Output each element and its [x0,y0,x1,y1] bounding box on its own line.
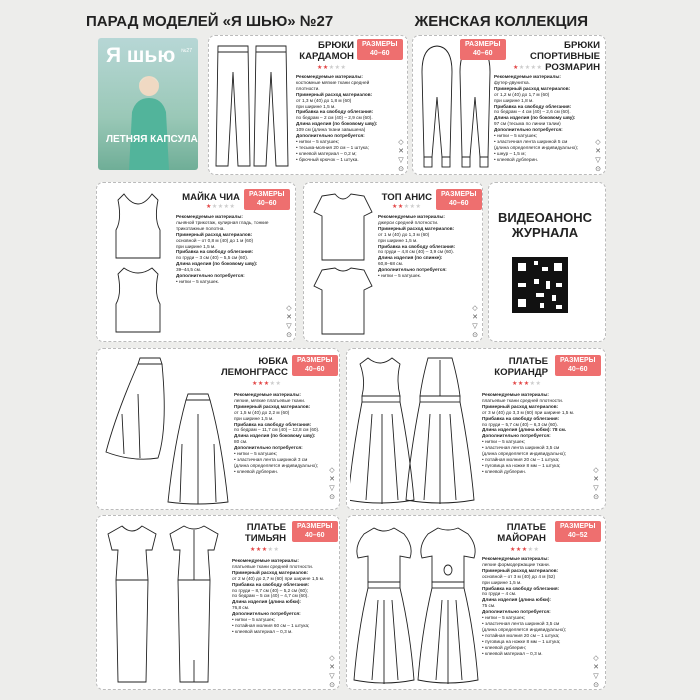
info-line: при ширине 1,8 м. [494,97,534,103]
cover-caption: ЛЕТНЯЯ КАПСУЛА [106,134,198,145]
info-line: • эластичная лента шириной 3,5 см [482,620,560,626]
info-line: Рекомендуемые материалы: [296,74,363,79]
info-line: • клеевой дублерин. [234,468,279,474]
mayoran-sketch [352,520,480,686]
kardamon-size-badge: РАЗМЕРЫ 40–60 [357,39,403,60]
info-line: Рекомендуемые материалы: [494,74,561,79]
kardamon-title: БРЮКИ КАРДАМОН [299,40,354,63]
info-line: Дополнительно потребуется: [482,433,551,439]
info-line: легкие, мягкие платьевые ткани. [234,397,306,403]
info-line: костюмные мягкие ткани средней [296,79,370,85]
qr-code[interactable] [512,257,568,313]
info-line: Дополнительно потребуется: [176,273,245,279]
info-line: джерси средней плотности. [378,219,439,225]
info-line: • потайная молния 20 см – 1 штука; [482,456,560,462]
kardamon-info [296,74,404,163]
info-line: 60,8–68 см. [378,261,404,267]
info-line: плотности. [296,85,320,91]
info-line: Дополнительно потребуется: [494,127,563,133]
info-line: при ширине 1,5 м. [378,237,418,243]
mayoran-size-badge: РАЗМЕРЫ 40–52 [555,521,601,542]
koriandr-title: ПЛАТЬЕ КОРИАНДР [494,356,548,379]
cover-logo: Я шью [106,44,176,67]
info-line: Примерный расход материалов: [482,567,559,573]
info-line: от 3 м (40) до 3,3 м (60) при ширине 1,5 м. [482,409,575,415]
info-line: Длина изделия (по боковому шву): [296,121,378,127]
collection-title: ЖЕНСКАЯ КОЛЛЕКЦИЯ [414,12,588,30]
rozmarin-title: БРЮКИ СПОРТИВНЫЕ РОЗМАРИН [530,40,600,74]
info-line: Прибавка на свободу облегания: [232,581,310,587]
info-line: • потайная молния 20 см – 1 штука; [482,632,560,638]
info-line: платьевые ткани средней плотности. [232,563,314,569]
timyan-care-symbols: ◇ ✕ ▽ ⊙ [329,655,335,689]
lemongrass-title: ЮБКА ЛЕМОНГРАСС [220,356,288,379]
info-line: Дополнительно потребуется: [482,609,551,615]
info-line: 97 см (тесьма по линии талии) [494,121,561,127]
info-line: от 1,2 м (40) до 1,7 м (60) [494,91,550,97]
anis-size-badge: РАЗМЕРЫ 40–60 [436,189,482,210]
cover-issue: №27 [181,48,192,54]
info-line: при ширине 1,5 м. [296,103,336,109]
info-line: Длина изделия (по спинке): [378,255,443,261]
info-line: • нитки – 5 катушек; [494,133,538,139]
info-line: по груди – 3 см (40) – 5,5 см (60). [176,255,249,261]
info-line: футер-двунитка. [494,79,530,85]
rozmarin-difficulty: ★★★★★ [513,65,543,71]
magazine-cover[interactable] [98,38,198,170]
info-line: Прибавка на свободу облегания: [482,415,560,421]
info-line: • нитки – 5 катушек; [232,617,276,623]
info-line: Примерный расход материалов: [234,403,311,409]
info-line: по бедрам – 11,7 см (40) – 12,8 см (60). [234,427,320,433]
rozmarin-size-badge: РАЗМЕРЫ 40–60 [460,39,506,60]
chia-title: МАЙКА ЧИА [182,192,240,203]
lemongrass-difficulty: ★★★★★ [252,381,282,387]
info-line: • брючный крючок – 1 штука. [296,156,359,162]
rozmarin-care-symbols: ◇ ✕ ▽ ⊙ [595,139,601,173]
info-line: Примерный расход материалов: [176,231,253,237]
chia-info [176,214,292,285]
info-line: Примерный расход материалов: [296,91,373,97]
info-line: Рекомендуемые материалы: [482,556,549,561]
info-line: Дополнительно потребуется: [234,445,303,451]
rozmarin-sketch [418,42,494,170]
info-line: (длина определяется индивидуально); [234,462,319,468]
chia-sketch [102,190,174,338]
info-line: • шнур – 1,5 м; [494,150,526,156]
info-line: от 2 м (40) до 2,7 м (60) при ширине 1,5 м. [232,575,325,581]
info-line: • нитки – 5 катушек; [482,615,526,621]
timyan-size-badge: РАЗМЕРЫ 40–60 [292,521,338,542]
koriandr-info [482,392,598,475]
info-line: Длина изделия (по боковому шву): [234,433,316,439]
info-line: • пуговица на ножке 8 мм – 1 штука; [482,462,561,468]
info-line: от 1,5 м (40) до 2,2 м (60) [234,409,290,415]
info-line: Длина изделия (длина юбки): 78 см. [482,427,567,433]
anis-sketch [308,190,378,338]
info-line: по груди – 5,7 см (40) – 6,3 см (60). [482,421,559,427]
anis-title: ТОП АНИС [381,192,432,203]
chia-size-badge: РАЗМЕРЫ 40–60 [244,189,290,210]
info-line: Длина изделия (длина юбки): [232,599,301,605]
koriandr-size-badge: РАЗМЕРЫ 40–60 [555,355,601,376]
lemongrass-info [234,392,338,475]
chia-difficulty: ★★★★★ [206,204,236,210]
info-line: (длина определяется индивидуально); [482,451,567,457]
lemongrass-care-symbols: ◇ ✕ ▽ ⊙ [329,467,335,501]
info-line: • клеевой дублерин. [494,156,539,162]
info-line: Рекомендуемые материалы: [378,214,445,219]
lemongrass-size-badge: РАЗМЕРЫ 40–60 [292,355,338,376]
info-line: • клеевой дублерин. [482,468,527,474]
info-line: • нитки – 5 катушек; [296,138,340,144]
koriandr-care-symbols: ◇ ✕ ▽ ⊙ [593,467,599,501]
info-line: • нитки – 5 катушек. [176,278,220,284]
video-title: ВИДЕОАНОНС ЖУРНАЛА [497,210,593,240]
chia-care-symbols: ◇ ✕ ▽ ⊙ [286,305,292,339]
info-line: • клеевой материал – 0,2 м; [296,150,357,156]
info-line: по бедрам – 5 см (40) – 4,7 см (60). [232,593,309,599]
info-line: легкие формодержащие ткани. [482,561,550,567]
info-line: Прибавка на свободу облегания: [176,249,254,255]
timyan-difficulty: ★★★★★ [250,547,280,553]
timyan-title: ПЛАТЬЕ ТИМЬЯН [244,522,286,545]
mayoran-info [482,556,598,656]
info-line: • пуговица на ножке 8 мм – 1 штука; [482,638,561,644]
info-line: • эластичная лента шириной 3,5 см [482,445,560,451]
anis-difficulty: ★★★★★ [392,204,422,210]
info-line: по груди – 4 см. [482,591,517,597]
rozmarin-info [494,74,602,163]
info-line: • нитки – 5 катушек. [378,273,422,279]
lemongrass-sketch [102,354,232,506]
info-line: Примерный расход материалов: [494,85,571,91]
info-line: Рекомендуемые материалы: [232,558,299,563]
mayoran-care-symbols: ◇ ✕ ▽ ⊙ [593,655,599,689]
info-line: основной – от 3 м (40) до 4 м (52) [482,573,556,579]
info-line: Прибавка на свободу облегания: [296,109,374,115]
info-line: платьевые ткани средней плотности. [482,397,564,403]
page-title: ПАРАД МОДЕЛЕЙ «Я ШЬЮ» №27 [86,12,334,30]
info-line: • эластичная лента шириной 5 см [494,138,568,144]
info-line: Рекомендуемые материалы: [234,392,301,397]
timyan-info [232,558,338,635]
info-line: Примерный расход материалов: [378,225,455,231]
info-line: трикотажные полотна. [176,225,225,231]
info-line: Прибавка на свободу облегания: [482,585,560,591]
info-line: при ширине 1,5 м. [482,579,522,585]
info-line: от 1 м (40) до 1,3 м (60) [378,231,430,237]
info-line: основной – от 0,8 м (40) до 1 м (60) [176,237,254,243]
info-line: 80 см. [234,439,248,445]
info-line: при ширине 1,5 м. [234,415,274,421]
koriandr-sketch [350,354,480,506]
info-line: • нитки – 5 катушек; [234,451,278,457]
koriandr-difficulty: ★★★★★ [512,381,542,387]
info-line: • клеевой материал – 0,3 м. [232,628,293,634]
info-line: по груди – 4,8 см (40) – 3,9 см (60). [378,249,455,255]
info-line: Рекомендуемые материалы: [482,392,549,397]
timyan-sketch [104,520,230,686]
kardamon-difficulty: ★★★★★ [317,65,347,71]
mayoran-title: ПЛАТЬЕ МАЙОРАН [497,522,546,545]
info-line: Примерный расход материалов: [232,569,309,575]
info-line: Дополнительно потребуется: [378,267,447,273]
info-line: Дополнительно потребуется: [232,611,301,617]
info-line: Прибавка на свободу облегания: [234,421,312,427]
info-line: Примерный расход материалов: [482,403,559,409]
info-line: при ширине 1,5 м. [176,243,216,249]
cover-model-image [126,72,172,170]
page-header [86,8,588,34]
info-line: • эластичная лента шириной 3 см [234,456,308,462]
info-line: Длина изделия (по боковому шву): [494,115,576,121]
info-line: по бедрам – 4 см (40) – 2,6 см (60). [494,109,571,115]
mayoran-difficulty: ★★★★★ [510,547,540,553]
info-line: 109 см (длина ткани завышена) [296,127,366,133]
info-line: по груди – 8,7 см (40) – 5,2 см (60); [232,587,309,593]
kardamon-care-symbols: ◇ ✕ ▽ ⊙ [398,139,404,173]
info-line: Прибавка на свободу облегания: [378,243,456,249]
info-line: 75 см. [482,603,496,609]
info-line: Длина изделия (по боковому шву): [176,261,258,267]
anis-care-symbols: ◇ ✕ ▽ ⊙ [472,305,478,339]
info-line: Прибавка на свободу облегания: [494,103,572,109]
info-line: Дополнительно потребуется: [296,133,365,139]
info-line: Рекомендуемые материалы: [176,214,243,219]
info-line: льняной трикотаж, кулирная гладь, тонкие [176,219,269,225]
info-line: • клеевой материал – 0,3 м. [482,650,543,656]
info-line: (длина определяется индивидуально); [494,144,579,150]
info-line: • нитки – 5 катушек; [482,439,526,445]
info-line: 39–44,5 см. [176,267,202,273]
info-line: • потайная молния 60 см – 1 штука; [232,622,310,628]
info-line: от 1,3 м (40) до 1,8 м (60) [296,97,352,103]
info-line: (длина определяется индивидуально); [482,626,567,632]
info-line: по бедрам – 2 см (40) – 2,9 см (60). [296,115,373,121]
info-line: 76,8 см. [232,605,250,611]
info-line: • тесьма-молния 20 см – 1 штука; [296,144,369,150]
anis-info [378,214,478,279]
info-line: Длина изделия (длина юбки): [482,597,551,603]
info-line: • клеевой дублерин; [482,644,527,650]
